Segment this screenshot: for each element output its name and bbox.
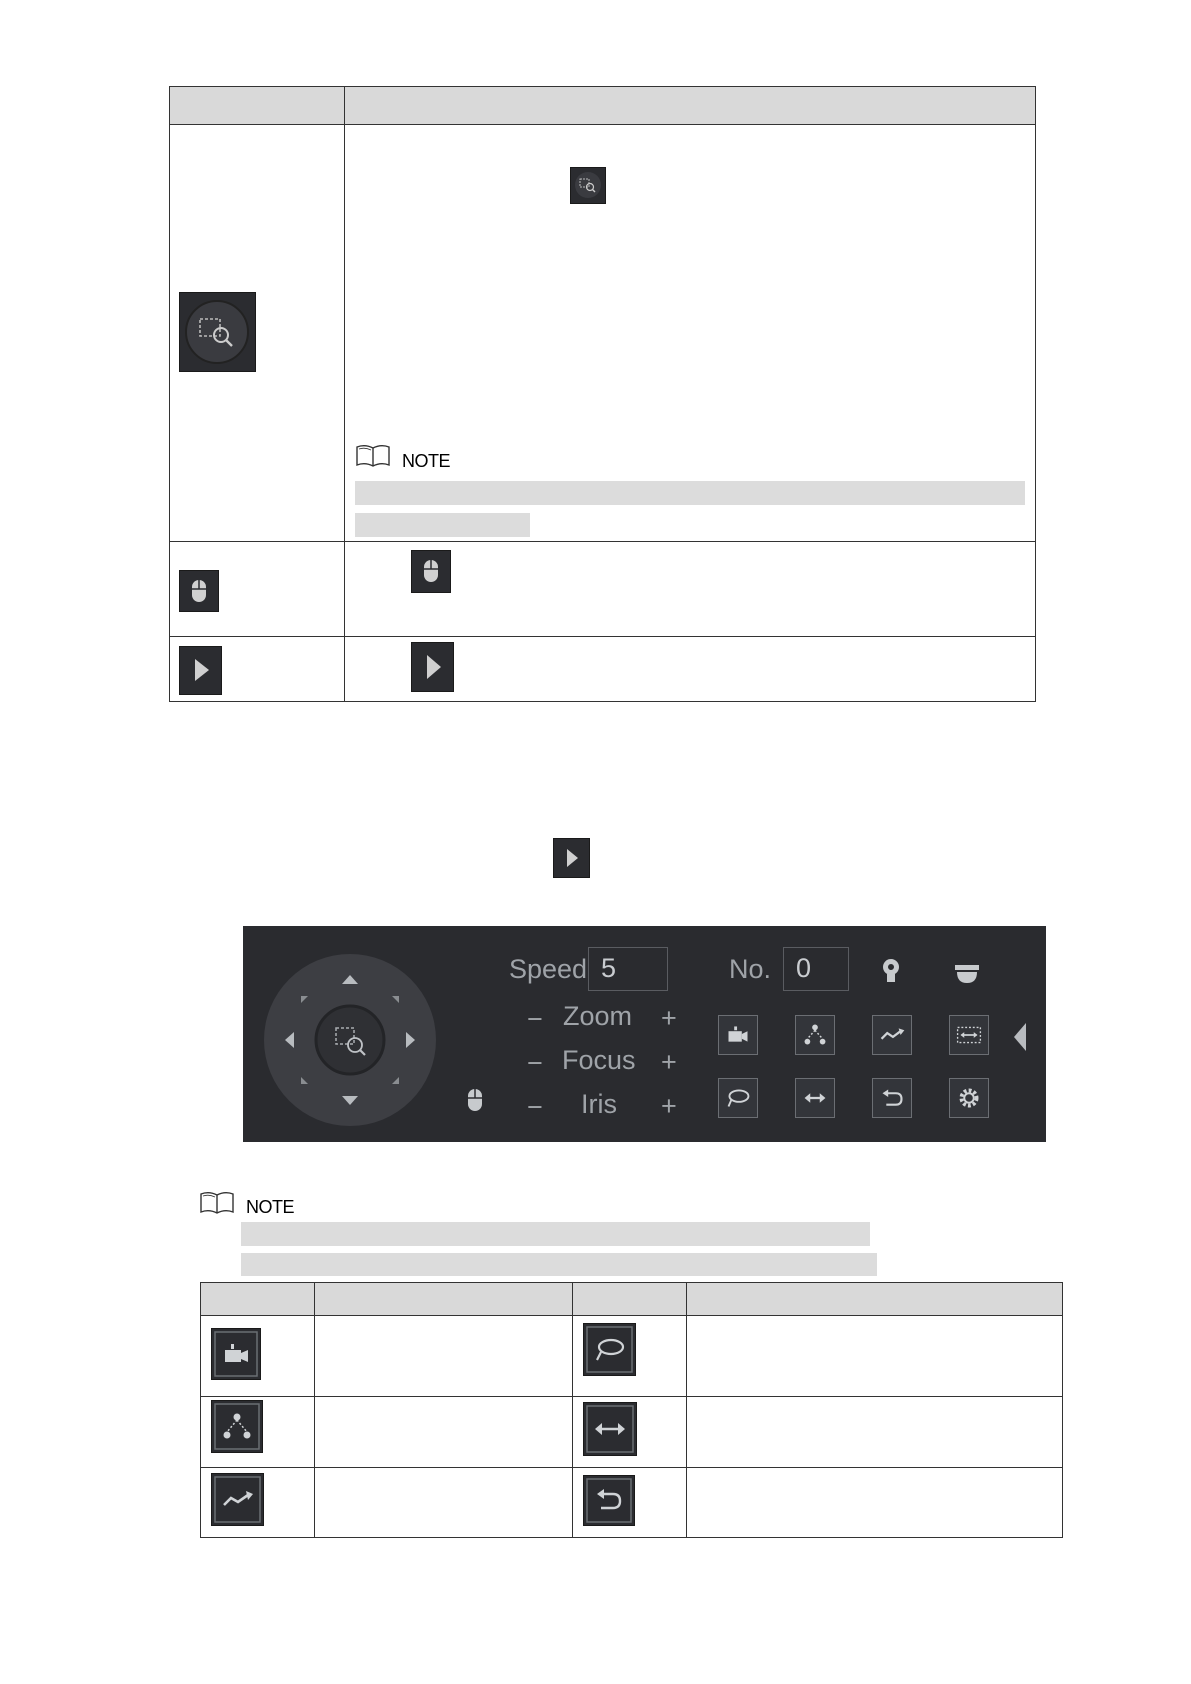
expand-arrow-icon [179,646,222,695]
redacted-text [355,513,530,537]
redacted-text [241,1253,877,1276]
note-label: NOTE [402,451,451,471]
zoom-plus-button[interactable]: + [661,1003,677,1033]
pattern-icon[interactable] [872,1015,912,1055]
zoom-region-icon [179,292,256,372]
redacted-text [355,481,1025,505]
pan-icon[interactable] [795,1078,835,1118]
note-book-icon [355,443,391,469]
iris-label: Iris [581,1089,617,1119]
camera-icon[interactable] [718,1015,758,1055]
speed-label: Speed [509,954,588,984]
top-table-header [169,86,1035,124]
expand-arrow-icon [553,838,590,878]
iris-minus-button[interactable]: − [527,1092,543,1122]
zoom-minus-button[interactable]: − [527,1004,543,1034]
gear-icon[interactable] [949,1078,989,1118]
flip-icon[interactable] [872,1078,912,1118]
scan-icon[interactable] [949,1015,989,1055]
preset-no-input[interactable]: 0 [783,947,849,991]
rotation-icon [583,1323,636,1376]
ptz-control-panel [243,926,1046,1142]
camera-icon [211,1328,261,1380]
function-table-header [200,1282,1062,1315]
iris-plus-button[interactable]: + [661,1091,677,1121]
mouse-icon[interactable] [466,1087,484,1113]
redacted-text [241,1222,870,1246]
collapse-arrow-icon[interactable] [1012,1023,1028,1051]
mouse-inline-icon [411,550,451,593]
note-label: NOTE [246,1197,295,1217]
focus-label: Focus [562,1045,636,1075]
zoom-region-inline-icon [570,167,606,204]
tour-icon[interactable] [795,1015,835,1055]
focus-minus-button[interactable]: − [527,1048,543,1078]
zoom-label: Zoom [563,1001,633,1031]
light-icon[interactable] [880,957,902,987]
pattern-icon [211,1473,264,1526]
focus-plus-button[interactable]: + [661,1047,677,1077]
expand-arrow-inline-icon [411,642,454,692]
pan-icon [583,1402,637,1456]
flip-icon [583,1475,635,1526]
speed-input[interactable]: 5 [588,947,668,991]
wiper-icon[interactable] [952,963,982,985]
preset-no-label: No. [729,954,772,984]
note-book-icon [199,1190,235,1216]
direction-wheel[interactable] [263,953,437,1127]
tour-icon [211,1400,263,1453]
rotation-icon[interactable] [718,1078,758,1118]
mouse-icon [179,570,219,612]
